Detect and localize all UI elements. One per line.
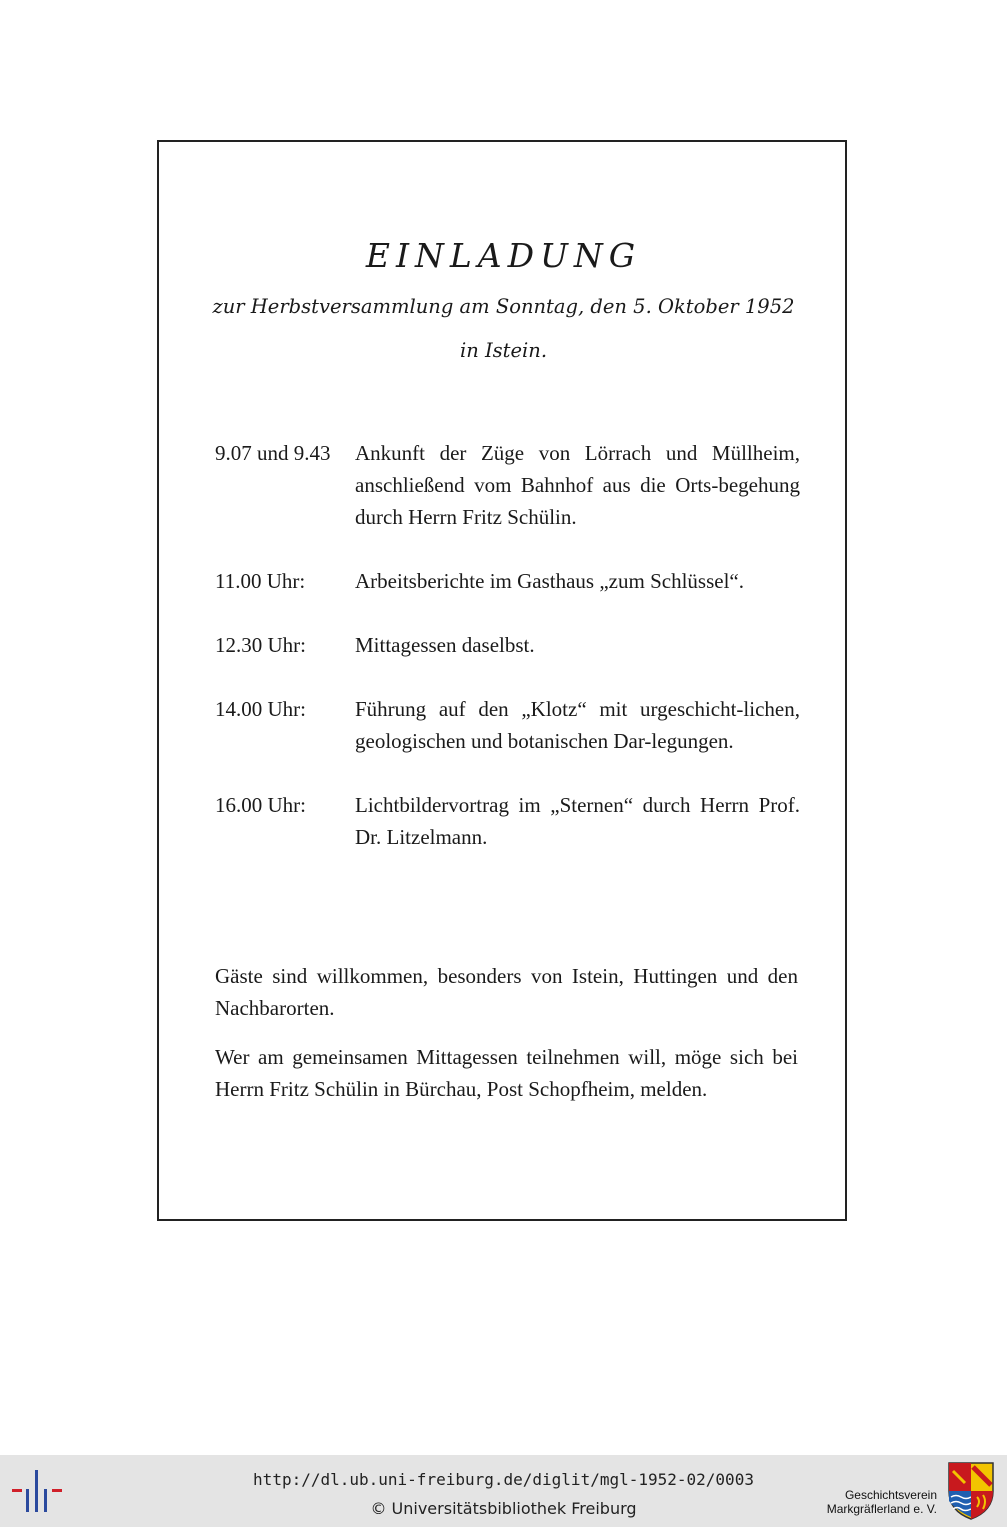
document-subtitle-location: in Istein. [459, 339, 548, 362]
schedule-time: 9.07 und 9.43 [215, 441, 331, 465]
schedule-description: Mittagessen daselbst. [355, 633, 535, 657]
society-name [827, 1488, 937, 1516]
schedule-time: 14.00 Uhr: [215, 697, 306, 721]
lunch-registration-paragraph: Wer am gemeinsamen Mittagessen teilnehmen will, möge sich bei Herrn Fritz Schülin in Bürchau, Post Schopfheim, melden. [215, 1045, 798, 1101]
schedule-description: Lichtbildervortrag im „Sternen“ durch Herrn Prof. Dr. Litzelmann. [355, 793, 800, 849]
society-name-line2: Markgräflerland e. V. [826, 1502, 937, 1516]
schedule-description: Ankunft der Züge von Lörrach und Müllheim, anschließend vom Bahnhof aus die Orts-begehung durch Herrn Fritz Schülin. [355, 441, 800, 529]
copyright-notice: © Universitätsbibliothek Freiburg [370, 1499, 637, 1518]
schedule-description: Arbeitsberichte im Gasthaus „zum Schlüssel“. [355, 569, 744, 593]
schedule-list [215, 437, 800, 885]
schedule-item [215, 693, 800, 757]
schedule-time: 16.00 Uhr: [215, 793, 306, 817]
schedule-item [215, 437, 800, 533]
guests-welcome-paragraph: Gäste sind willkommen, besonders von Istein, Huttingen und den Nachbarorten. [215, 964, 798, 1020]
closing-notes [215, 960, 798, 1122]
document-title: EINLADUNG [365, 236, 642, 275]
footer-bar [0, 1455, 1007, 1527]
document-subtitle: zur Herbstversammlung am Sonntag, den 5. Oktober 1952 [212, 295, 795, 318]
schedule-description: Führung auf den „Klotz“ mit urgeschicht-lichen, geologischen und botanischen Dar-legungen. [355, 697, 800, 753]
coat-of-arms-icon[interactable] [947, 1461, 995, 1521]
schedule-item [215, 565, 800, 597]
schedule-time: 11.00 Uhr: [215, 569, 306, 593]
permalink-url[interactable]: http://dl.ub.uni-freiburg.de/diglit/mgl-1952-02/0003 [253, 1470, 754, 1489]
schedule-item [215, 629, 800, 661]
schedule-time: 12.30 Uhr: [215, 633, 306, 657]
society-name-line1: Geschichtsverein [844, 1488, 937, 1502]
schedule-item [215, 789, 800, 853]
